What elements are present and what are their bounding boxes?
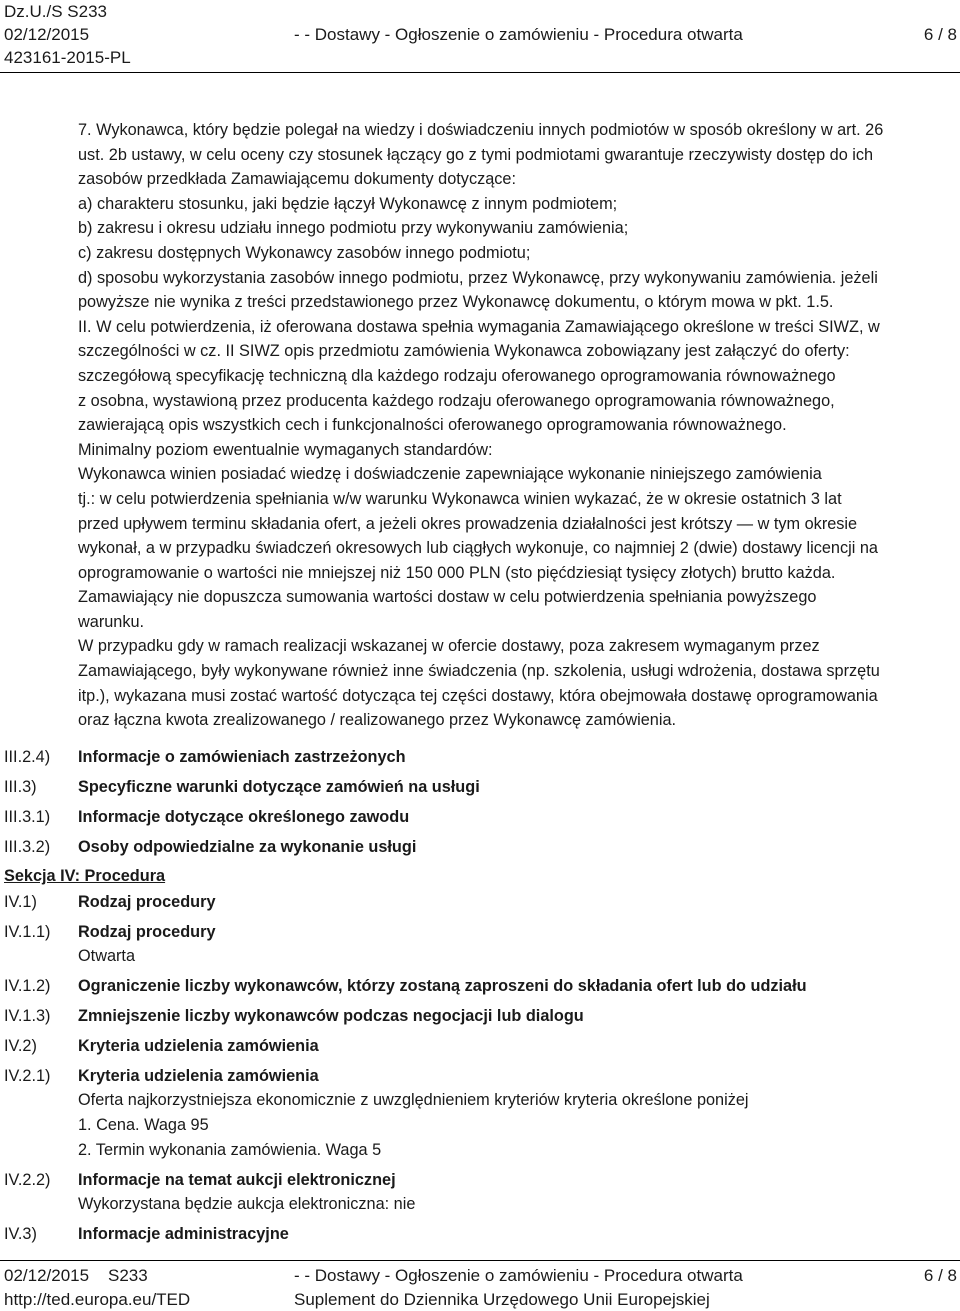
section-number: IV.1.2) — [4, 977, 51, 995]
text-line: powyższe nie wynika z treści przedstawionego przez Wykonawcę dokumentu, o którym mowa w pkt. 1.5. — [78, 293, 834, 312]
footer-date: 02/12/2015 — [4, 1266, 90, 1285]
section-title: Rodzaj procedury — [78, 893, 216, 911]
ted-link[interactable]: http://ted.europa.eu/TED — [4, 1290, 191, 1309]
text-line: Zamawiającego, były wykonywane również inne świadczenia (np. szkolenia, usługi wdrożenia, dostawa sprzętu — [78, 662, 880, 681]
section-number: III.3) — [4, 778, 37, 796]
section-number: III.3.1) — [4, 808, 51, 826]
page-footer — [4, 1264, 960, 1311]
section-title: Informacje dotyczące określonego zawodu — [78, 808, 410, 826]
footer-title: - - Dostawy - Ogłoszenie o zamówieniu - Procedura otwarta — [294, 1266, 743, 1285]
header-title: - - Dostawy - Ogłoszenie o zamówieniu - Procedura otwarta — [294, 25, 743, 44]
section-number: IV.2.1) — [4, 1067, 51, 1085]
text-line: szczegółową specyfikację techniczną dla każdego rodzaju oferowanego oprogramowania równoważnego — [78, 366, 836, 385]
text-line: wykonał, a w przypadku świadczeń okresowych lub ciągłych wykonuje, co najmniej 2 (dwie) dostawy licencji na — [78, 539, 878, 558]
footer-rule — [0, 1260, 960, 1261]
text-line: itp.), wykazana musi zostać wartość dotycząca tej części dostawy, która obejmowała dostawę oprogramowania — [78, 686, 878, 705]
text-line: a) charakteru stosunku, jaki będzie łączył Wykonawcę z innym podmiotem; — [78, 194, 618, 213]
criteria-description: Oferta najkorzystniejsza ekonomicznie z uwzględnieniem kryteriów kryteria określone poniżej — [78, 1091, 749, 1109]
text-line: z osobna, wystawioną przez producenta każdego rodzaju oferowanego oprogramowania równoważnego, — [78, 391, 835, 410]
section-title: Kryteria udzielenia zamówienia — [78, 1067, 319, 1085]
section-title: Informacje na temat aukcji elektronicznej — [78, 1171, 396, 1189]
section-title: Osoby odpowiedzialne za wykonanie usługi — [78, 838, 417, 856]
auction-value: Wykorzystana będzie aukcja elektroniczna: nie — [78, 1195, 416, 1213]
conditions-text — [78, 118, 958, 733]
footer-series: S233 — [108, 1266, 148, 1285]
notice-id: 423161-2015-PL — [4, 48, 131, 67]
section-title: Informacje o zamówieniach zastrzeżonych — [78, 748, 406, 766]
text-line: II. W celu potwierdzenia, iż oferowana dostawa spełnia wymagania Zamawiającego określone w treści SIWZ, w — [78, 317, 880, 336]
text-line: zawierającą opis wszystkich cech i funkcjonalności oferowanego oprogramowania równoważnego. — [78, 416, 787, 435]
text-line: oraz łączna kwota zrealizowanego / realizowanego przez Wykonawcę zamówienia. — [78, 711, 677, 730]
section-number: IV.1.3) — [4, 1007, 51, 1025]
section-number: IV.1) — [4, 893, 37, 911]
section-number: IV.2) — [4, 1037, 37, 1055]
text-line: c) zakresu dostępnych Wykonawcy zasobów innego podmiotu; — [78, 243, 531, 262]
header-page: 6 / 8 — [923, 25, 957, 44]
criterion-price: 1. Cena. Waga 95 — [78, 1116, 209, 1134]
procedure-type-value: Otwarta — [78, 947, 136, 965]
section-iv-heading: Sekcja IV: Procedura — [4, 867, 166, 885]
header-rule — [0, 72, 960, 73]
section-number: III.3.2) — [4, 838, 51, 856]
text-line: 7. Wykonawca, który będzie polegał na wiedzy i doświadczeniu innych podmiotów w sposób określony w art. 26 — [78, 121, 884, 139]
section-number: III.2.4) — [4, 748, 51, 766]
text-line: d) sposobu wykorzystania zasobów innego podmiotu, przez Wykonawcę, przy wykonywaniu zamówienia. jeżeli — [78, 268, 878, 287]
text-line: zasobów przedkłada Zamawiającemu dokumenty dotyczące: — [78, 170, 517, 189]
text-line: Wykonawca winien posiadać wiedzę i doświadczenie zapewniające wykonanie niniejszego zamówienia — [78, 465, 822, 484]
header-date: 02/12/2015 — [4, 25, 90, 44]
section-title: Ograniczenie liczby wykonawców, którzy zostaną zaproszeni do składania ofert lub do udziału — [78, 977, 807, 995]
text-line: Zamawiający nie dopuszcza sumowania wartości dostaw w celu potwierdzenia spełniania powyższego — [78, 588, 817, 607]
section-number: IV.3) — [4, 1225, 37, 1243]
text-line: Minimalny poziom ewentualnie wymaganych standardów: — [78, 440, 493, 459]
section-title: Kryteria udzielenia zamówienia — [78, 1037, 319, 1055]
text-line: W przypadku gdy w ramach realizacji wskazanej w ofercie dostawy, poza zakresem wymaganym przez — [78, 637, 820, 656]
text-line: oprogramowanie o wartości nie mniejszej niż 150 000 PLN (sto pięćdziesiąt tysięcy złotych) brutto każda. — [78, 563, 836, 582]
section-number: IV.1.1) — [4, 923, 51, 941]
criterion-deadline: 2. Termin wykonania zamówienia. Waga 5 — [78, 1141, 382, 1159]
section-number: IV.2.2) — [4, 1171, 51, 1189]
footer-page: 6 / 8 — [923, 1266, 957, 1285]
page-header — [4, 0, 960, 69]
text-line: przed upływem terminu składania ofert, a jeżeli okres prowadzenia działalności jest krótszy — w tym okresie — [78, 514, 858, 533]
section-title: Informacje administracyjne — [78, 1225, 289, 1243]
section-title: Specyficzne warunki dotyczące zamówień na usługi — [78, 778, 480, 796]
section-title: Rodzaj procedury — [78, 923, 216, 941]
text-line: b) zakresu i okresu udziału innego podmiotu przy wykonywaniu zamówienia; — [78, 219, 629, 238]
text-line: warunku. — [78, 612, 145, 631]
text-line: szczególności w cz. II SIWZ opis przedmiotu zamówienia Wykonawca zobowiązany jest załączyć do oferty: — [78, 342, 850, 361]
text-line: tj.: w celu potwierdzenia spełniania w/w warunku Wykonawca winien wykazać, że w okresie ostatnich 3 lat — [78, 489, 842, 508]
section-title: Zmniejszenie liczby wykonawców podczas negocjacji lub dialogu — [78, 1007, 584, 1025]
footer-supplement: Suplement do Dziennika Urzędowego Unii Europejskiej — [294, 1290, 710, 1309]
footer-date-series — [4, 1264, 294, 1288]
journal-ref: Dz.U./S S233 — [4, 2, 107, 21]
text-line: ust. 2b ustawy, w celu oceny czy stosunek łączący go z tymi podmiotami gwarantuje rzeczywisty dostęp do ich — [78, 145, 874, 164]
